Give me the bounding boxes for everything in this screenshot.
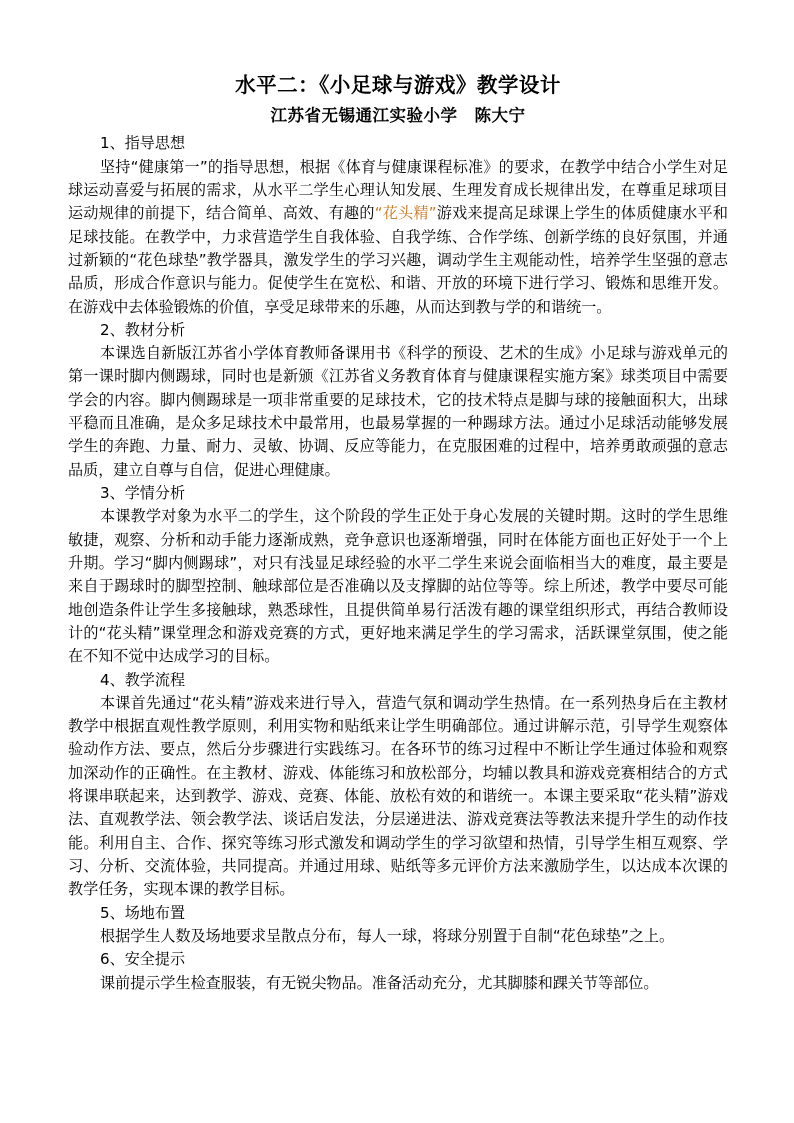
section-heading-6: 6、安全提示 [100, 950, 186, 969]
section-heading-4: 4、教学流程 [100, 670, 186, 689]
section-student-analysis [68, 482, 728, 669]
section-body-2: 本课选自新版江苏省小学体育教师备课用书《科学的预设、艺术的生成》小足球与游戏单元的第一课时脚内侧踢球，同时也是新颁《江苏省义务教育体育与健康课程实施方案》球类项目中需要学会的内容。脚内侧踢球是一项非常重要的足球技术，它的技术特点是脚与球的接触面积大，出球平稳而且准确，是众多足球技术中最常用，也最易掌握的一种踢球方法。通过小足球活动能够发展学生的奔跑、力量、耐力、灵敏、协调、反应等能力，在克服困难的过程中，培养勇敢顽强的意志品质，建立自尊与自信，促进心理健康。 [68, 344, 728, 479]
section-body-3: 本课教学对象为水平二的学生，这个阶段的学生正处于身心发展的关键时期。这时的学生思维敏捷，观察、分析和动手能力逐渐成熟，竞争意识也逐渐增强，同时在体能方面也正好处于一个上升期。学习“脚内侧踢球”，对只有浅显足球经验的水平二学生来说会面临相当大的难度，最主要是来自于踢球时的脚型控制、触球部位是否准确以及支撑脚的站位等等。综上所述，教学中要尽可能地创造条件让学生多接触球，熟悉球性，且提供简单易行活泼有趣的课堂组织形式，再结合教师设计的“花头精”课堂理念和游戏竞赛的方式，更好地来满足学生的学习需求，活跃课堂氛围，使之能在不知不觉中达成学习的目标。 [68, 507, 728, 666]
section-heading-5: 5、场地布置 [100, 903, 186, 922]
section-safety-tips [68, 948, 728, 995]
section-heading-1: 1、指导思想 [100, 134, 186, 153]
section-heading-3: 3、学情分析 [100, 484, 186, 502]
document-content [68, 70, 728, 995]
section-material-analysis [68, 319, 728, 482]
section-teaching-process [68, 669, 728, 902]
section-body-4: 本课首先通过“花头精”游戏来进行导入，营造气氛和调动学生热情。在一系列热身后在主教材教学中根据直观性教学原则，利用实物和贴纸来让学生明确部位。通过讲解示范，引导学生观察体验动作方法、要点，然后分步骤进行实践练习。在各环节的练习过程中不断让学生通过体验和观察加深动作的正确性。在主教材、游戏、体能练习和放松部分，均辅以教具和游戏竞赛相结合的方式将课串联起来，达到教学、游戏、竞赛、体能、放松有效的和谐统一。本课主要采取“花头精”游戏法、直观教学法、领会教学法、谈话启发法，分层递进法、游戏竞赛法等教法来提升学生的动作技能。利用自主、合作、探究等练习形式激发和调动学生的学习欲望和热情，引导学生相互观察、学习、分析、交流体验，共同提高。并通过用球、贴纸等多元评价方法来激励学生，以达成本次课的教学任务，实现本课的教学目标。 [68, 693, 728, 899]
page-subtitle: 江苏省无锡通江实验小学 陈大宁 [270, 105, 526, 125]
page-title: 水平二：《小足球与游戏》教学设计 [235, 73, 561, 97]
section-body-1-part-before: 坚持“健康第一”的指导思想，根据《体育与健康课程标准》的要求，在教学中结合小学生对足球运动喜爱与拓展的需求，从水平二学生心理认知发展、生理发育成长规律出发，在尊重足球项目运动规律的前提下，结合简单、高效、有趣的 [68, 157, 728, 223]
section-venue-layout [68, 902, 728, 949]
section-heading-2: 2、教材分析 [100, 320, 186, 339]
section-body-1-part-after: 游戏来提高足球课上学生的体质健康水平和足球技能。在教学中，力求营造学生自我体验、自我学练、合作学练、创新学练的良好氛围，并通过新颖的“花色球垫”教学器具，激发学生的学习兴趣，调动学生主观能动性，培养学生坚强的意志品质，形成合作意识与能力。促使学生在宽松、和谐、开放的环境下进行学习、锻炼和思维开发。在游戏中去体验锻炼的价值，享受足球带来的乐趣，从而达到教与学的和谐统一。 [68, 204, 728, 316]
section-body-6: 课前提示学生检查服装，有无锐尖物品。准备活动充分，尤其脚膝和踝关节等部位。 [100, 973, 659, 992]
highlight-huatoujing: “花头精” [374, 204, 437, 223]
section-guiding-ideology [68, 132, 728, 319]
section-body-5: 根据学生人数及场地要求呈散点分布，每人一球，将球分别置于自制“花色球垫”之上。 [100, 926, 675, 945]
section-body-1 [68, 156, 728, 319]
